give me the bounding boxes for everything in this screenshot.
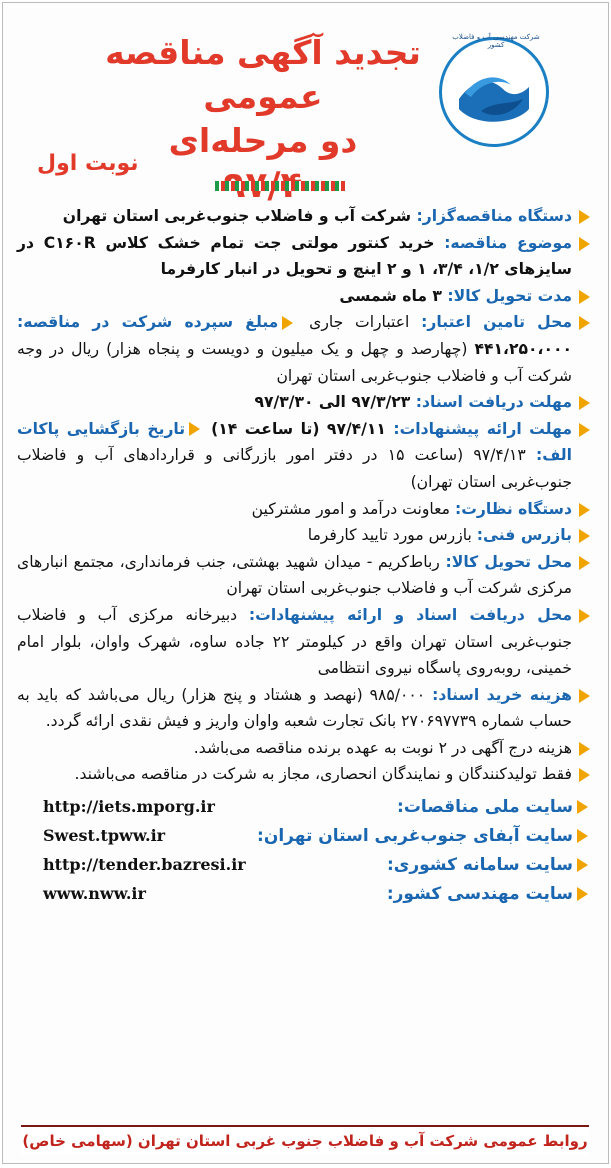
item-doc-cost	[17, 682, 590, 735]
publication-turn: نوبت اول	[37, 151, 139, 176]
item-delivery-place	[17, 549, 590, 602]
item-label: مهلت ارائه پیشنهادات:	[393, 419, 572, 438]
item-value: شرکت آب و فاضلاب جنوب‌غربی استان تهران	[62, 207, 417, 225]
item-tender-org	[17, 203, 590, 230]
item-value: ۹۷/۴/۱۱ (تا ساعت ۱۴)	[211, 419, 394, 438]
site-row-national-system	[3, 850, 608, 879]
item-doc-place	[17, 602, 590, 682]
bullet-arrow-icon	[577, 858, 588, 872]
site-label: سایت سامانه کشوری:	[386, 854, 573, 875]
item-funding-deposit	[17, 309, 590, 389]
bullet-arrow-icon	[579, 503, 590, 517]
site-row-national-tenders	[3, 792, 608, 821]
site-row-engineering	[3, 879, 608, 908]
item-value: ۹۷/۴/۱۳ (ساعت ۱۵ در دفتر امور بازرگانی و قراردادهای آب و فاضلاب جنوب‌غربی استان تهران)	[17, 446, 572, 491]
item-ad-cost	[17, 735, 590, 762]
item-label: بازرس فنی:	[476, 526, 572, 545]
bullet-arrow-icon	[579, 316, 590, 330]
item-label: دستگاه نظارت:	[454, 499, 572, 518]
bullet-arrow-icon	[579, 237, 590, 251]
item-label: محل تحویل کالا:	[445, 552, 572, 571]
item-value: ۳ ماه شمسی	[339, 286, 448, 305]
bullet-arrow-icon	[282, 316, 293, 330]
notice-header	[3, 3, 608, 203]
item-value: خرید کنتور مولتی جت تمام خشک کلاس C۱۶۰R در سایزهای ۱/۲، ۳/۴، ۱ و ۲ اینچ و تحویل در انبار کارفرما	[17, 233, 572, 279]
title-line-1: تجدید آگهی مناقصه عمومی	[105, 33, 421, 116]
notice-body	[3, 203, 608, 788]
decorative-stripe	[215, 181, 345, 191]
bullet-arrow-icon	[189, 422, 200, 436]
bullet-arrow-icon	[577, 887, 588, 901]
item-label: مدت تحویل کالا:	[447, 286, 572, 305]
bullet-arrow-icon	[579, 290, 590, 304]
bullet-arrow-icon	[579, 210, 590, 224]
site-row-abfa	[3, 821, 608, 850]
site-url-link[interactable]: www.nww.ir	[43, 884, 146, 904]
bullet-arrow-icon	[579, 768, 590, 782]
item-subject	[17, 230, 590, 283]
tender-notice	[2, 2, 609, 1164]
item-value: بازرس مورد تایید کارفرما	[307, 526, 477, 545]
item-value: (چهارصد و چهل و یک میلیون و دویست و پنجاه هزار) ریال در وجه شرکت آب و فاضلاب جنوب‌غربی استان تهران	[17, 339, 572, 385]
item-value: ۹۸۵/۰۰۰ (نهصد و هشتاد و پنج هزار) ریال می‌باشد که باید به حساب شماره ۲۷۰۶۹۷۷۳۹ بانک تجارت شعبه واوان واریز و فیش نقدی ارائه گردد.	[17, 685, 572, 731]
item-label: مهلت دریافت اسناد:	[415, 393, 572, 412]
bullet-arrow-icon	[579, 396, 590, 410]
item-label: هزینه خرید اسناد:	[432, 685, 572, 704]
bullet-arrow-icon	[579, 742, 590, 756]
site-url-link[interactable]: Swest.tpww.ir	[43, 826, 166, 846]
site-label: سایت ملی مناقصات:	[397, 796, 573, 817]
bullet-arrow-icon	[579, 556, 590, 570]
bullet-arrow-icon	[579, 529, 590, 543]
item-doc-deadline	[17, 389, 590, 416]
bullet-arrow-icon	[577, 829, 588, 843]
item-offer-opening	[17, 416, 590, 496]
site-label: سایت مهندسی کشور:	[386, 883, 573, 904]
water-company-logo	[439, 37, 549, 147]
logo-caption: شرکت مهندسی آب و فاضلاب کشور	[452, 33, 540, 49]
item-inspector	[17, 522, 590, 549]
public-relations-footer: روابط عمومی شرکت آب و فاضلاب جنوب غربی استان تهران (سهامی خاص)	[21, 1125, 589, 1155]
item-producers	[17, 761, 590, 788]
bullet-arrow-icon	[579, 689, 590, 703]
bullet-arrow-icon	[577, 800, 588, 814]
item-value: فقط تولیدکنندگان و نمایندگان انحصاری، مجاز به شرکت در مناقصه می‌باشند.	[74, 765, 572, 784]
item-value: دبیرخانه مرکزی آب و فاضلاب جنوب‌غربی استان تهران واقع در کیلومتر ۲۲ جاده ساوه، شهرک واوان، بلوار امام خمینی، روبه‌روی پاسگاه نیروی انتظامی	[17, 605, 572, 678]
item-label: مبلغ سپرده شرکت در مناقصه:	[17, 313, 279, 332]
item-label: موضوع مناقصه:	[444, 233, 572, 252]
item-delivery-time	[17, 283, 590, 310]
title-line-2: دو مرحله‌ای	[168, 121, 358, 160]
item-value: معاونت درآمد و امور مشترکین	[251, 499, 455, 518]
site-label: سایت آبفای جنوب‌غربی استان تهران:	[257, 825, 573, 846]
wave-icon	[451, 49, 537, 135]
bullet-arrow-icon	[579, 609, 590, 623]
item-value: ۹۷/۳/۲۳ الی ۹۷/۳/۳۰	[254, 393, 416, 412]
bullet-arrow-icon	[579, 423, 590, 437]
item-label: تاریخ بازگشایی پاکات الف:	[17, 419, 572, 465]
item-value: هزینه درج آگهی در ۲ نوبت به عهده برنده مناقصه می‌باشد.	[193, 738, 572, 757]
item-value: اعتبارات جاری	[309, 313, 422, 332]
item-label: محل دریافت اسناد و ارائه پیشنهادات:	[248, 605, 572, 624]
deposit-amount: ۴۴۱،۲۵۰،۰۰۰	[474, 339, 572, 358]
site-url-link[interactable]: http://iets.mporg.ir	[43, 797, 215, 817]
item-label: دستگاه مناقصه‌گزار:	[416, 207, 572, 225]
item-supervisor	[17, 496, 590, 523]
item-value: رباط‌کریم - میدان شهید بهشتی، جنب فرمانداری، مجتمع انبارهای مرکزی شرکت آب و فاضلاب جنوب‌غربی استان تهران	[17, 552, 572, 598]
website-list	[3, 792, 608, 908]
site-url-link[interactable]: http://tender.bazresi.ir	[43, 855, 246, 875]
item-label: محل تامین اعتبار:	[421, 313, 572, 332]
